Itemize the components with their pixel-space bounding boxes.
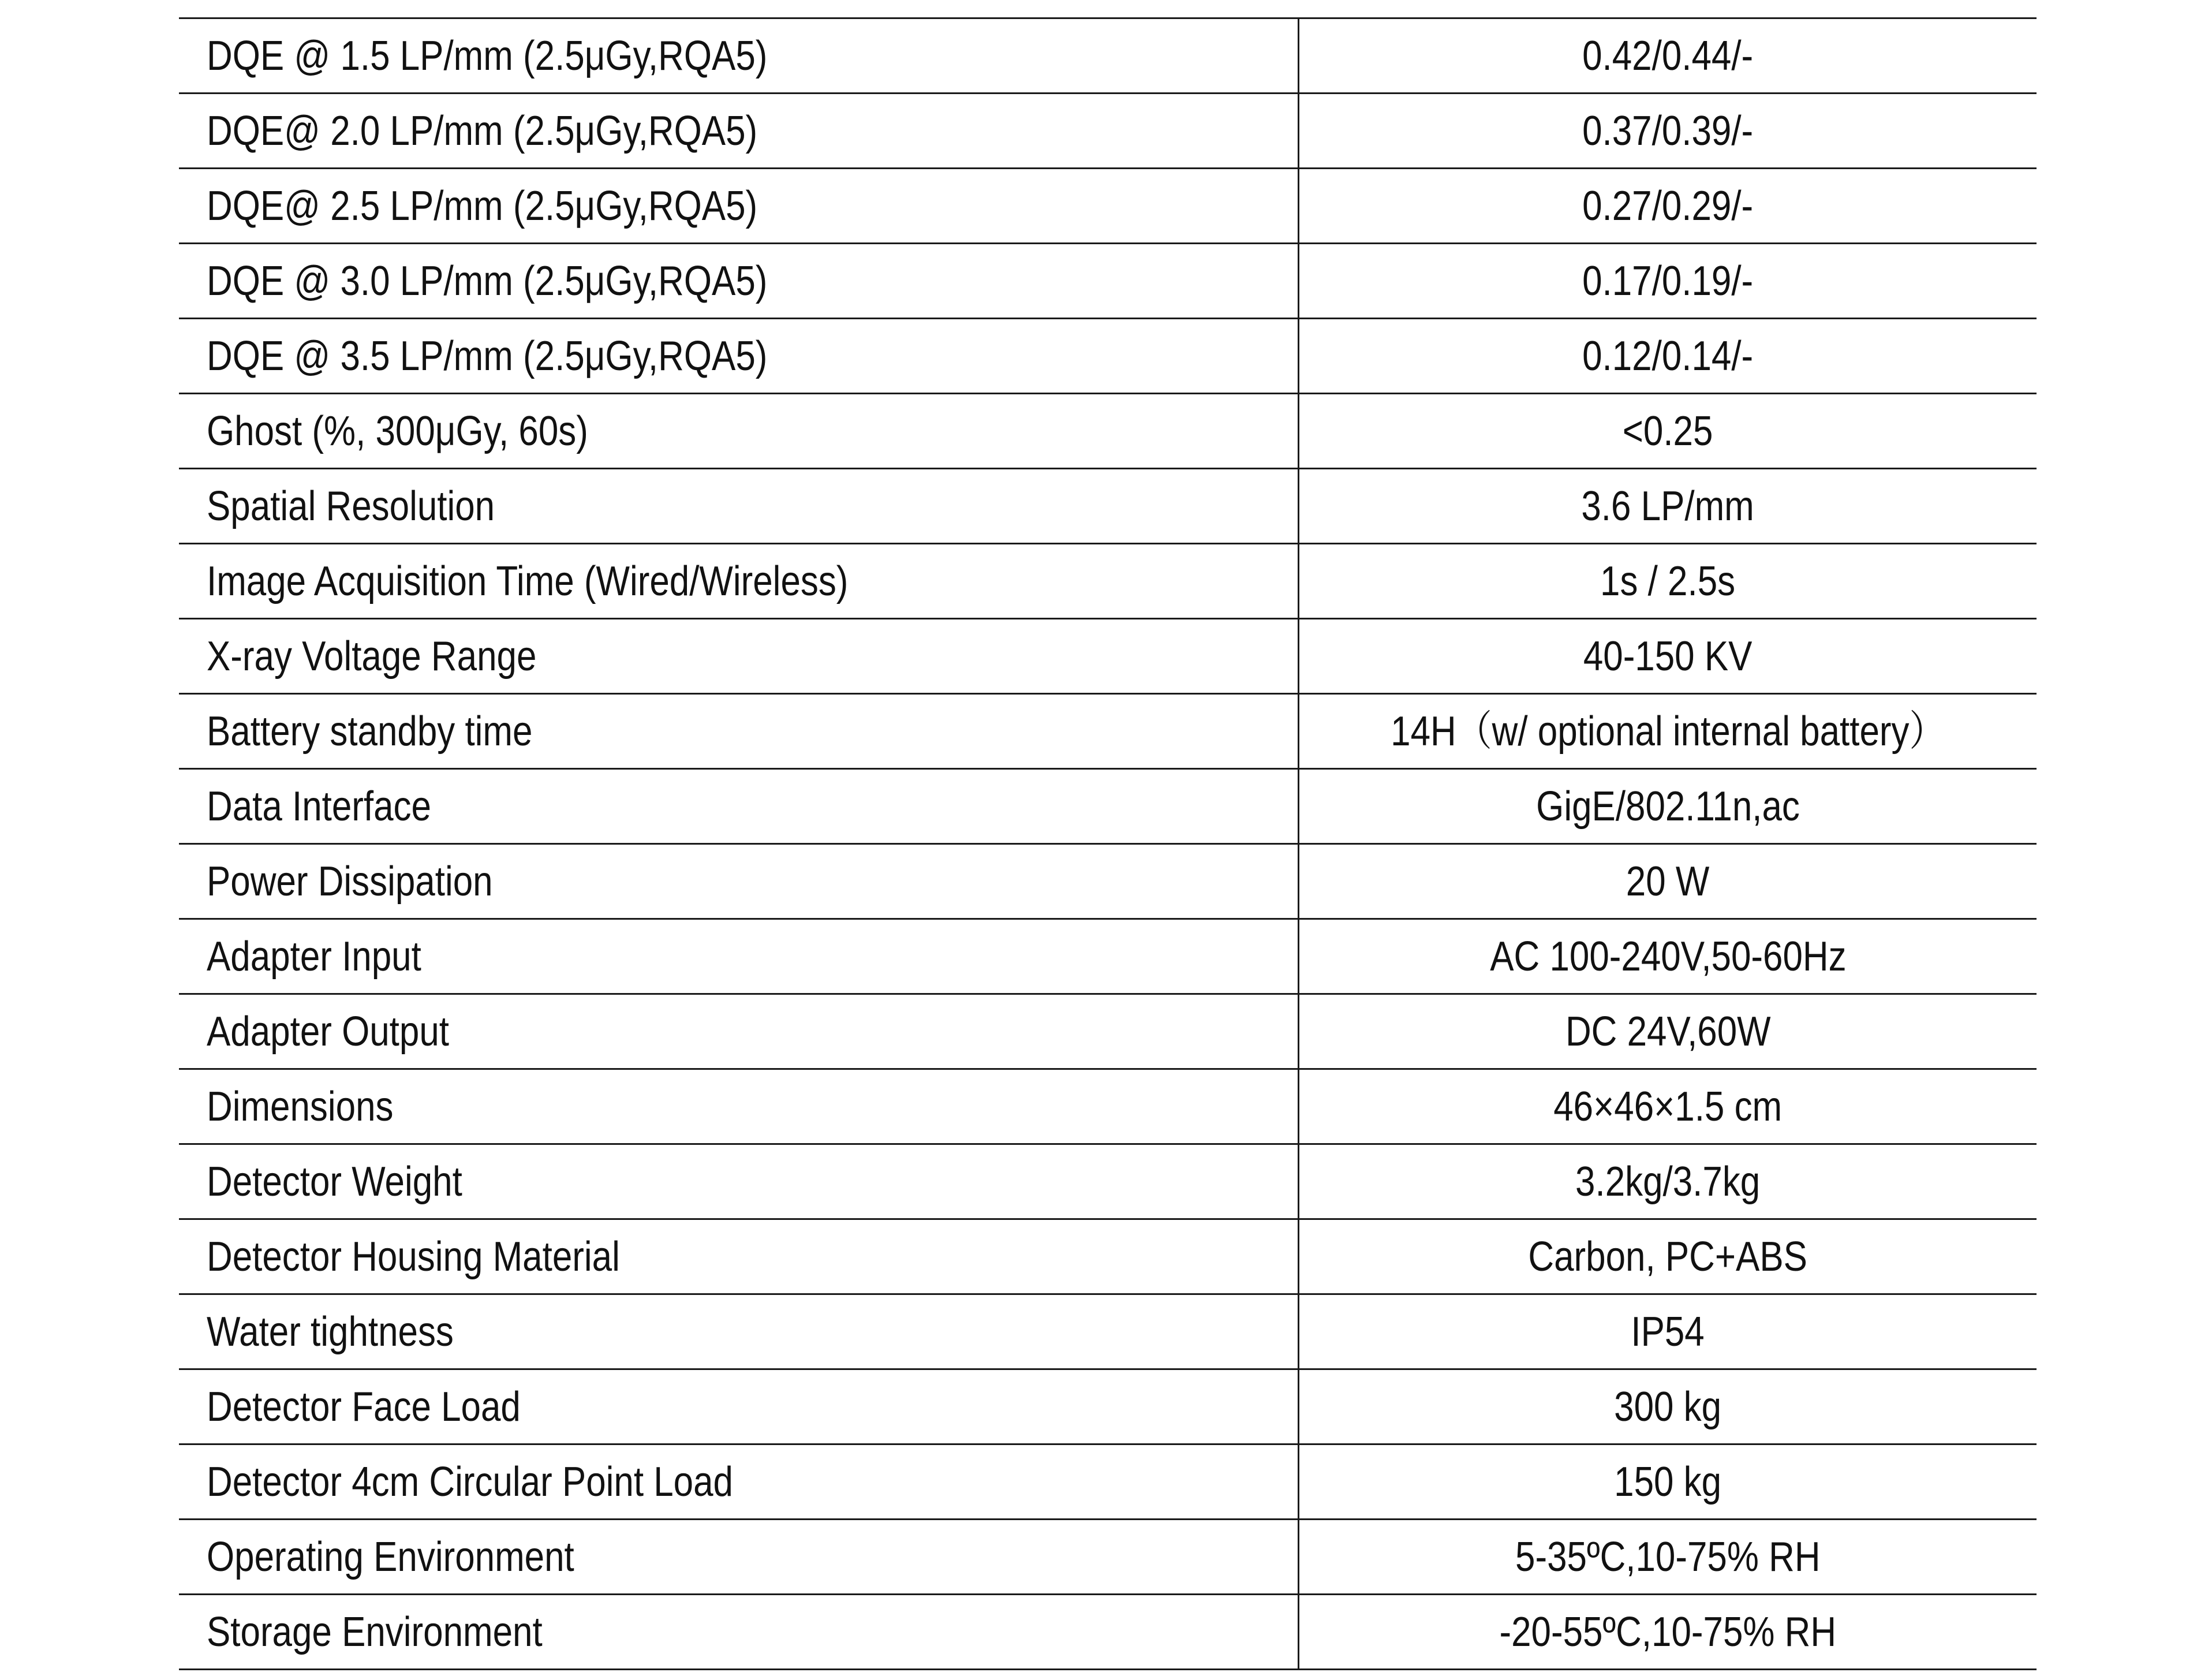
parameter-cell: [179, 169, 1299, 244]
parameter-label: Image Acquisition Time (Wired/Wireless): [207, 558, 849, 604]
parameter-value: DC 24V,60W: [1565, 1008, 1771, 1055]
table-row: [179, 469, 2037, 544]
parameter-value: 3.6 LP/mm: [1581, 483, 1755, 529]
parameter-value: 0.17/0.19/-: [1582, 257, 1754, 304]
parameter-label: Power Dissipation: [207, 858, 493, 905]
parameter-cell: [179, 1595, 1299, 1670]
parameter-value: 5-35ºC,10-75% RH: [1515, 1533, 1821, 1580]
parameter-label: DQE @ 3.5 LP/mm (2.5μGy,RQA5): [207, 333, 768, 379]
table-row: [179, 844, 2037, 919]
value-cell: [1299, 694, 2037, 769]
parameter-cell: [179, 769, 1299, 844]
value-cell: [1299, 469, 2037, 544]
parameter-value: 3.2kg/3.7kg: [1575, 1158, 1761, 1205]
parameter-label: DQE@ 2.5 LP/mm (2.5μGy,RQA5): [207, 182, 758, 229]
parameter-value: 300 kg: [1614, 1383, 1722, 1430]
parameter-label: Detector Face Load: [207, 1383, 521, 1430]
table-row: [179, 1369, 2037, 1444]
parameter-value: 1s / 2.5s: [1600, 558, 1736, 604]
parameter-label: Ghost (%, 300μGy, 60s): [207, 408, 588, 454]
parameter-value: Carbon, PC+ABS: [1528, 1233, 1808, 1280]
value-cell: [1299, 169, 2037, 244]
parameter-value: 20 W: [1626, 858, 1710, 905]
table-row: [179, 1595, 2037, 1670]
spec-table: [179, 17, 2037, 1670]
value-cell: [1299, 1144, 2037, 1219]
parameter-label: Detector Housing Material: [207, 1233, 620, 1280]
value-cell: [1299, 544, 2037, 619]
parameter-cell: [179, 1520, 1299, 1595]
parameter-label: X-ray Voltage Range: [207, 633, 537, 680]
parameter-label: Adapter Output: [207, 1008, 449, 1055]
table-row: [179, 544, 2037, 619]
parameter-cell: [179, 919, 1299, 994]
parameter-label: DQE@ 2.0 LP/mm (2.5μGy,RQA5): [207, 107, 758, 154]
table-row: [179, 18, 2037, 94]
value-cell: [1299, 1595, 2037, 1670]
parameter-cell: [179, 244, 1299, 319]
table-row: [179, 1144, 2037, 1219]
parameter-label: Detector Weight: [207, 1158, 462, 1205]
table-row: [179, 1520, 2037, 1595]
parameter-cell: [179, 319, 1299, 394]
table-row: [179, 1444, 2037, 1520]
parameter-value: 0.42/0.44/-: [1582, 32, 1754, 79]
table-row: [179, 694, 2037, 769]
parameter-cell: [179, 544, 1299, 619]
parameter-label: Storage Environment: [207, 1608, 543, 1655]
table-row: [179, 169, 2037, 244]
parameter-label: DQE @ 3.0 LP/mm (2.5μGy,RQA5): [207, 257, 768, 304]
value-cell: [1299, 244, 2037, 319]
table-row: [179, 769, 2037, 844]
parameter-label: Detector 4cm Circular Point Load: [207, 1458, 733, 1505]
table-row: [179, 319, 2037, 394]
parameter-value: -20-55ºC,10-75% RH: [1499, 1608, 1837, 1655]
parameter-cell: [179, 619, 1299, 694]
parameter-cell: [179, 18, 1299, 94]
value-cell: [1299, 1520, 2037, 1595]
value-cell: [1299, 769, 2037, 844]
parameter-value: 0.12/0.14/-: [1582, 333, 1754, 379]
parameter-label: Data Interface: [207, 783, 431, 830]
parameter-cell: [179, 469, 1299, 544]
value-cell: [1299, 994, 2037, 1069]
table-row: [179, 1294, 2037, 1369]
value-cell: [1299, 619, 2037, 694]
parameter-value: <0.25: [1623, 408, 1713, 454]
parameter-label: Dimensions: [207, 1083, 394, 1130]
table-row: [179, 919, 2037, 994]
parameter-cell: [179, 1219, 1299, 1294]
parameter-value: 0.27/0.29/-: [1582, 182, 1754, 229]
table-row: [179, 619, 2037, 694]
table-row: [179, 94, 2037, 169]
parameter-label: Spatial Resolution: [207, 483, 495, 529]
value-cell: [1299, 1069, 2037, 1144]
parameter-cell: [179, 1369, 1299, 1444]
parameter-cell: [179, 1069, 1299, 1144]
parameter-cell: [179, 844, 1299, 919]
table-row: [179, 244, 2037, 319]
parameter-cell: [179, 694, 1299, 769]
parameter-label: Water tightness: [207, 1308, 454, 1355]
parameter-value: 40-150 KV: [1583, 633, 1753, 680]
value-cell: [1299, 844, 2037, 919]
table-row: [179, 394, 2037, 469]
parameter-value: 150 kg: [1614, 1458, 1722, 1505]
parameter-cell: [179, 1144, 1299, 1219]
parameter-value: 14H（w/ optional internal battery）: [1391, 708, 1945, 755]
parameter-label: Adapter Input: [207, 933, 421, 980]
parameter-label: Operating Environment: [207, 1533, 574, 1580]
parameter-cell: [179, 94, 1299, 169]
table-row: [179, 1069, 2037, 1144]
value-cell: [1299, 18, 2037, 94]
parameter-value: 46×46×1.5 cm: [1553, 1083, 1783, 1130]
value-cell: [1299, 1369, 2037, 1444]
value-cell: [1299, 919, 2037, 994]
table-row: [179, 1219, 2037, 1294]
value-cell: [1299, 1219, 2037, 1294]
parameter-cell: [179, 1294, 1299, 1369]
value-cell: [1299, 1294, 2037, 1369]
parameter-cell: [179, 394, 1299, 469]
table-row: [179, 994, 2037, 1069]
parameter-cell: [179, 994, 1299, 1069]
parameter-value: IP54: [1631, 1308, 1705, 1355]
value-cell: [1299, 319, 2037, 394]
parameter-label: DQE @ 1.5 LP/mm (2.5μGy,RQA5): [207, 32, 768, 79]
parameter-cell: [179, 1444, 1299, 1520]
value-cell: [1299, 394, 2037, 469]
parameter-value: 0.37/0.39/-: [1582, 107, 1754, 154]
value-cell: [1299, 1444, 2037, 1520]
parameter-value: AC 100-240V,50-60Hz: [1489, 933, 1847, 980]
parameter-label: Battery standby time: [207, 708, 533, 755]
value-cell: [1299, 94, 2037, 169]
parameter-value: GigE/802.11n,ac: [1536, 783, 1800, 830]
